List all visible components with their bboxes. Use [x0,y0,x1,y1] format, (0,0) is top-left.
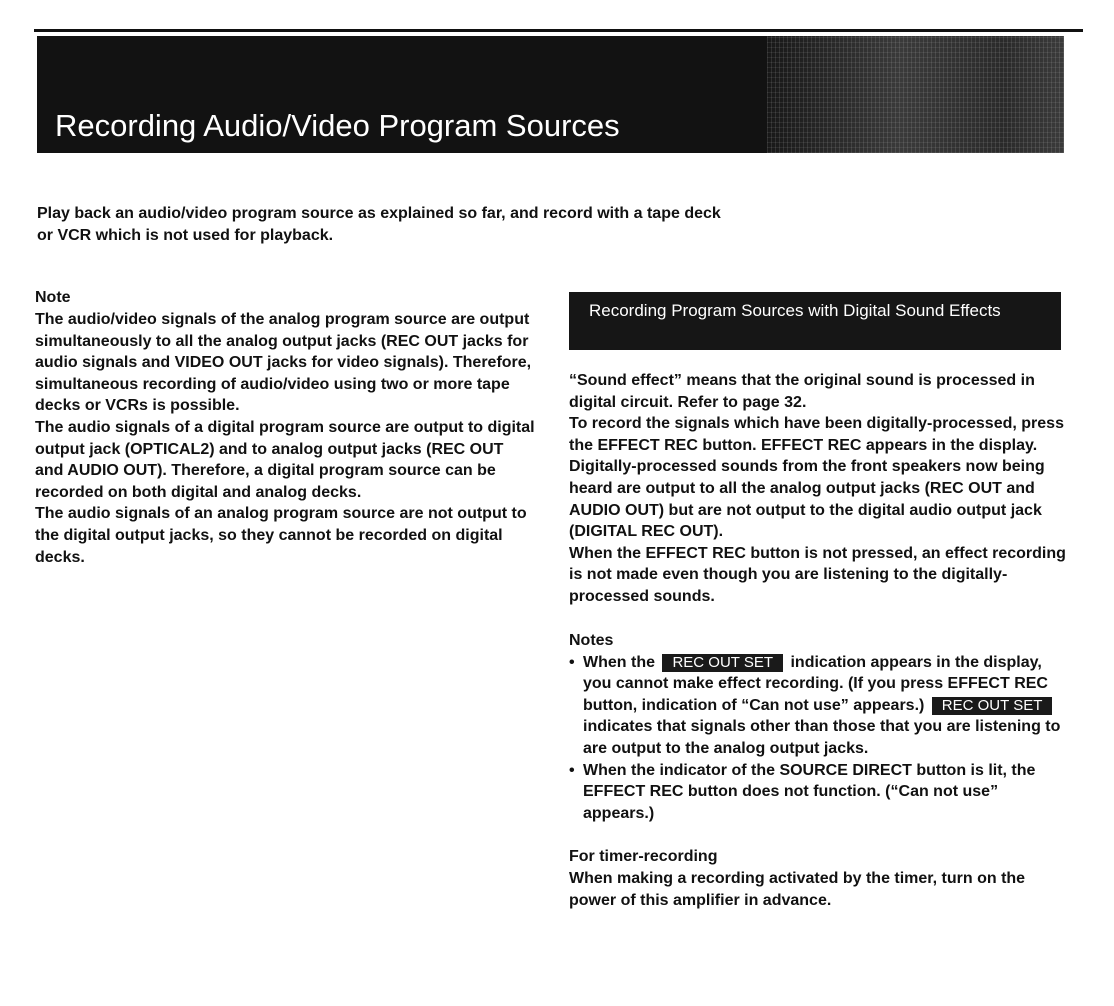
bullet-icon: • [569,761,575,779]
rec-out-set-indicator: REC OUT SET [662,654,783,672]
note2-text: When the indicator of the SOURCE DIRECT button is lit, the EFFECT REC button does not function. (“Can not use” appears.) [583,761,1036,822]
title-banner [37,36,1064,153]
effect-rec-not-pressed: When the EFFECT REC button is not pressed, an effect recording is not made even though you are listening to the digitally-processed sounds. [569,544,1066,605]
page-top-rule [34,29,1083,32]
note-paragraph-analog: The audio/video signals of the analog program source are output simultaneously to all the analog output jacks (REC OUT jacks for audio signals and VIDEO OUT jacks for video signals). Therefore, simultaneous recording of audio/video using two or more tape decks or VCRs is possible. [35,311,532,415]
intro-paragraph: Play back an audio/video program source as explained so far, and record with a tape deck or VCR which is not used for playback. [37,205,721,244]
notes-heading: Notes [569,631,614,649]
notes-list [569,652,1069,825]
bullet-icon: • [569,653,575,671]
note-column [35,287,535,568]
rec-out-set-indicator: REC OUT SET [932,697,1053,715]
banner-texture [767,36,1064,153]
page-title: Recording Audio/Video Program Sources [55,108,620,143]
sound-effect-definition: “Sound effect” means that the original sound is processed in digital circuit. Refer to page 32. [569,372,1035,411]
note-paragraph-digital: The audio signals of a digital program source are output to digital output jack (OPTICAL2) and to analog output jacks (REC OUT and AUDIO OUT). Therefore, a digital program source can be recorded on both digital and analog decks. [35,418,535,501]
digital-effects-column [569,292,1069,911]
section-banner-digital-effects: Recording Program Sources with Digital Sound Effects [569,292,1061,350]
note-heading: Note [35,289,71,306]
note1-text-b: indication appears in the display, you cannot make effect recording. (If you press EFFECT REC button, indication of “Can not use” appears.) [583,653,1048,714]
note1-text-a: When the [583,653,655,671]
list-item [569,760,1069,825]
effect-rec-instructions: To record the signals which have been digitally-processed, press the EFFECT REC button. EFFECT REC appears in the display. Digitally-processed sounds from the front speakers now being heard are output to all the analog output jacks (REC OUT and AUDIO OUT) but are not output to the digital audio output jack (DIGITAL REC OUT). [569,415,1064,541]
note-paragraph-analog-limit: The audio signals of an analog program source are not output to the digital output jacks, so they cannot be recorded on digital decks. [35,505,527,566]
note1-text-c: indicates that signals other than those that you are listening to are output to the analog output jacks. [583,718,1061,757]
list-item [569,652,1069,760]
timer-recording-text: When making a recording activated by the timer, turn on the power of this amplifier in advance. [569,870,1026,909]
timer-recording-heading: For timer-recording [569,848,718,866]
